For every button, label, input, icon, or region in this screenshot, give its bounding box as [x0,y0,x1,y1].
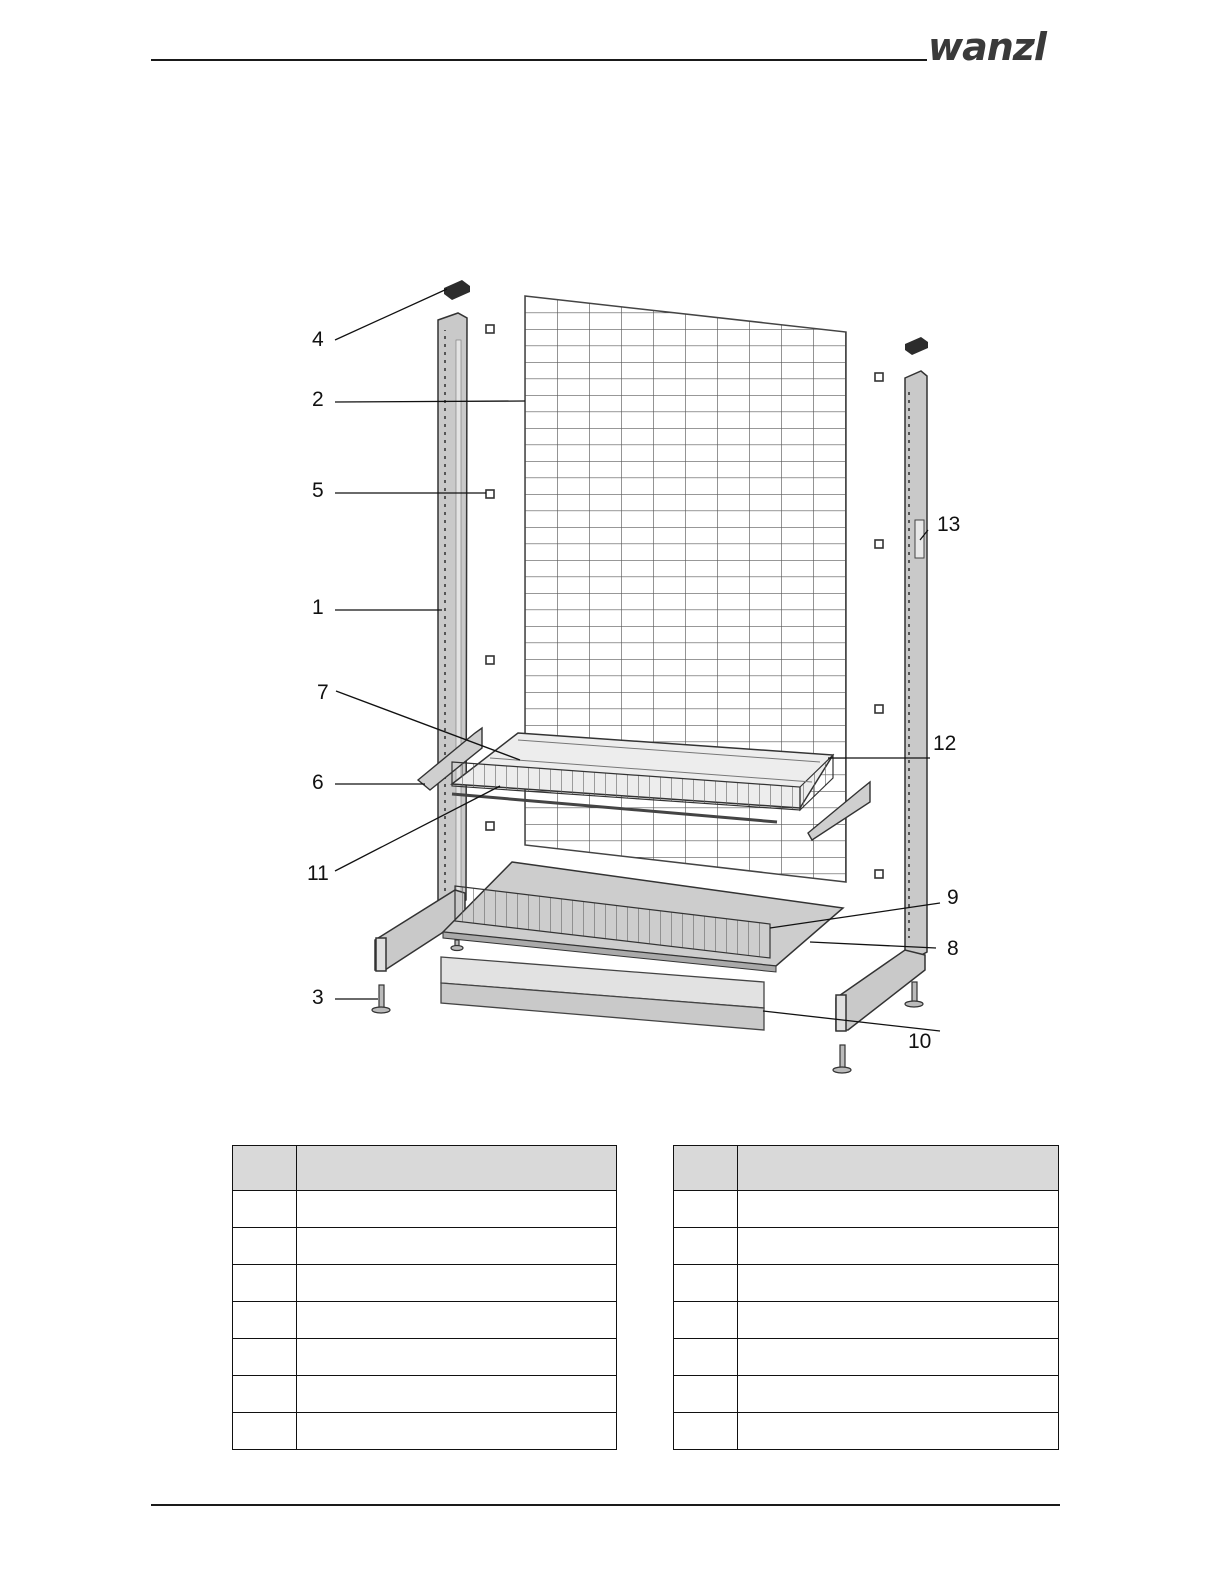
table-header-cell [297,1146,617,1191]
table-row [674,1302,1059,1339]
table-cell [674,1191,738,1228]
table-cell [674,1302,738,1339]
callout-4: 4 [312,328,324,351]
callout-9: 9 [947,886,959,909]
table-header-cell [674,1146,738,1191]
callout-2: 2 [312,388,324,411]
table-row [674,1376,1059,1413]
table-cell [297,1191,617,1228]
table-cell [233,1265,297,1302]
table-row [674,1413,1059,1450]
table-cell [233,1191,297,1228]
base-shelf [443,862,843,972]
table-cell [233,1376,297,1413]
table-cell [674,1376,738,1413]
table-row [674,1265,1059,1302]
table-cell [738,1228,1059,1265]
table-cell [297,1376,617,1413]
callout-10: 10 [908,1030,932,1053]
table-cell [674,1228,738,1265]
table-header-row [674,1146,1059,1191]
callout-7: 7 [317,681,329,704]
table-cell [674,1265,738,1302]
table-cell [738,1265,1059,1302]
table-cell [297,1228,617,1265]
left-upright [438,313,467,912]
table-row [233,1376,617,1413]
parts-table-right [673,1145,1059,1450]
wanzl-logo: wanzl [928,25,1046,69]
table-header-cell [738,1146,1059,1191]
kick-plate [441,957,764,1030]
table-row [233,1302,617,1339]
table-row [674,1228,1059,1265]
table-cell [233,1339,297,1376]
table-row [233,1228,617,1265]
table-header-cell [233,1146,297,1191]
table-cell [738,1376,1059,1413]
callout-5: 5 [312,479,324,502]
callout-13: 13 [937,513,961,536]
right-upright [905,371,927,960]
callout-11: 11 [307,862,329,885]
table-row [674,1339,1059,1376]
table-cell [233,1228,297,1265]
callout-12: 12 [933,732,957,755]
table-cell [233,1302,297,1339]
table-row [674,1191,1059,1228]
table-cell [297,1302,617,1339]
table-row [233,1265,617,1302]
table-row [233,1339,617,1376]
table-cell [738,1302,1059,1339]
table-cell [233,1413,297,1450]
table-cell [738,1413,1059,1450]
table-row [233,1191,617,1228]
table-header-row [233,1146,617,1191]
parts-table-left [232,1145,617,1450]
table-cell [674,1413,738,1450]
table-cell [738,1191,1059,1228]
table-cell [738,1339,1059,1376]
table-cell [674,1339,738,1376]
footer-rule [151,1504,1060,1506]
callout-1: 1 [312,596,324,619]
table-cell [297,1339,617,1376]
table-cell [297,1413,617,1450]
callout-8: 8 [947,937,959,960]
table-cell [297,1265,617,1302]
callout-3: 3 [312,986,324,1009]
table-row [233,1413,617,1450]
callout-6: 6 [312,771,324,794]
